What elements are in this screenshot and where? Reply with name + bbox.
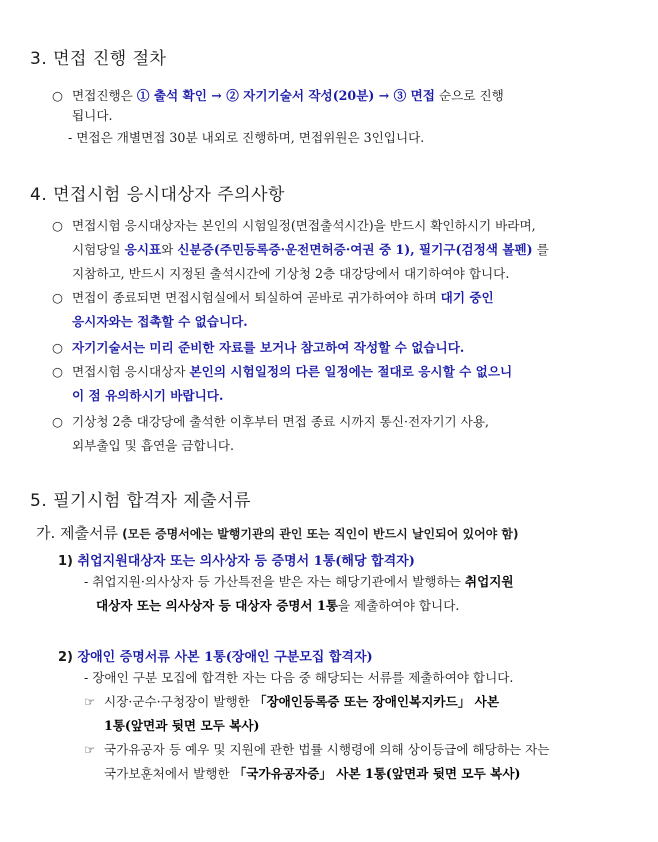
bullet-marker: ○ [52,364,63,379]
interview-steps: ① 출석 확인 → ② 자기기술서 작성(20분) → ③ 면접 [136,88,435,103]
section-4-bullet-3: ○ 자기기술서는 미리 준비한 자료를 보거나 참고하여 작성할 수 없습니다. [52,340,465,355]
pointing-hand-icon: ☞ [84,694,96,709]
item-2-point-2-line-1: ☞ 국가유공자 등 예우 및 지원에 관한 법률 시행령에 의해 상이등급에 해당하는 자는 [84,742,550,757]
item-2-detail-line-1: - 장애인 구분 모집에 합격한 자는 다음 중 해당되는 서류를 제출하여야 합니다. [84,670,514,685]
section-3-heading: 3. 면접 진행 절차 [30,49,167,69]
section-4-bullet-5-line-1: ○ 기상청 2층 대강당에 출석한 이후부터 면접 종료 시까지 통신·전자기기 사용, [52,414,490,429]
section-3-note: - 면접은 개별면접 30분 내외로 진행하며, 면접위원은 3인입니다. [68,130,425,145]
subsection-a-note: (모든 증명서에는 발행기관의 관인 또는 직인이 반드시 날인되어 있어야 함) [118,527,519,541]
section-4-bullet-1-line-3: 지참하고, 반드시 지정된 출석시간에 기상청 2층 대강당에서 대기하여야 합니다. [72,266,510,281]
bullet-marker: ○ [52,340,63,355]
section-4-bullet-2-line-2: 응시자와는 접촉할 수 없습니다. [72,314,248,329]
section-4-bullet-5-line-2: 외부출입 및 흡연을 금합니다. [72,438,234,453]
subsection-a [36,522,519,543]
section-5-heading: 5. 필기시험 합격자 제출서류 [30,491,252,511]
item-2-heading: 2) 장애인 증명서류 사본 1통(장애인 구분모집 합격자) [58,650,373,665]
item-2-point-1-line-2: 1통(앞면과 뒷면 모두 복사) [104,718,260,733]
section-3-bullet-1: ○ 면접진행은 ① 출석 확인 → ② 자기기술서 작성(20분) → ③ 면접 순으로 진행 [52,88,504,103]
section-4-bullet-4-line-1: ○ 면접시험 응시대상자 본인의 시험일정의 다른 일정에는 절대로 응시할 수 없으니 [52,364,513,379]
section-4-bullet-1-line-2: 시험당일 응시표와 신분증(주민등록증·운전면허증·여권 중 1), 필기구(검정색 볼펜) 를 [72,242,549,257]
item-1-detail-line-1: - 취업지원·의사상자 등 가산특전을 받은 자는 해당기관에서 발행하는 취업지원 [84,574,514,589]
item-2-point-2-line-2: 국가보훈처에서 발행한 「국가유공자증」 사본 1통(앞면과 뒷면 모두 복사) [104,766,521,781]
section-4-bullet-2-line-1: ○ 면접이 종료되면 면접시험실에서 퇴실하여 곧바로 귀가하여야 하며 대기 중인 [52,290,494,305]
pointing-hand-icon: ☞ [84,742,96,757]
item-1-heading: 1) 취업지원대상자 또는 의사상자 등 증명서 1통(해당 합격자) [58,554,415,569]
section-4-heading: 4. 면접시험 응시대상자 주의사항 [30,185,285,205]
section-4-bullet-1-line-1: ○ 면접시험 응시대상자는 본인의 시험일정(면접출석시간)을 반드시 확인하시기 바라며, [52,218,536,233]
bullet-marker: ○ [52,290,63,305]
bullet-marker: ○ [52,218,63,233]
subsection-a-label: 가. 제출서류 [36,524,118,542]
bullet-marker: ○ [52,88,63,103]
item-1-detail-line-2: 대상자 또는 의사상자 등 대상자 증명서 1통을 제출하여야 합니다. [96,598,460,613]
item-2-point-1-line-1: ☞ 시장·군수·구청장이 발행한 「장애인등록증 또는 장애인복지카드」 사본 [84,694,499,709]
section-4-bullet-4-line-2: 이 점 유의하시기 바랍니다. [72,388,224,403]
section-3-bullet-1-cont: 됩니다. [72,108,113,123]
bullet-marker: ○ [52,414,63,429]
